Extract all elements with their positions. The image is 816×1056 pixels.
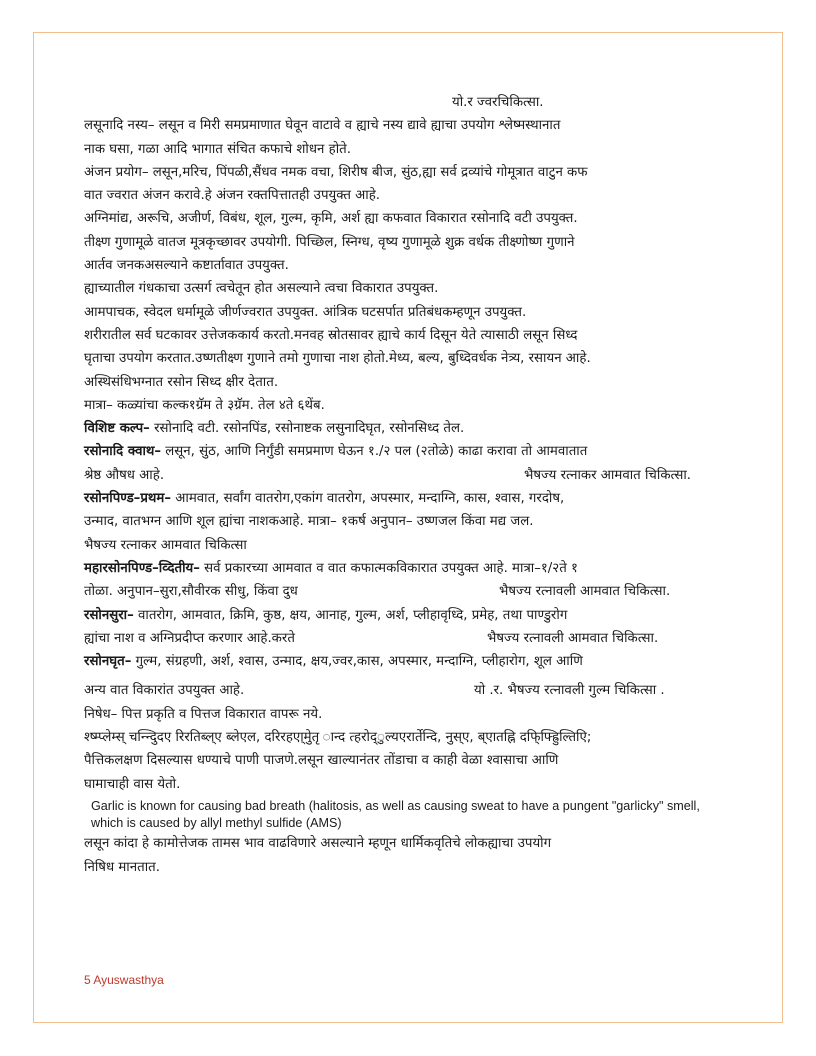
reference: भैषज्य रत्नाकर आमवात चिकित्सा. [524, 467, 691, 483]
text-line: घामाचाही वास येतो. [84, 776, 181, 792]
text-line-with-reference: ह्यांचा नाश व अग्निप्रदीप्त करणार आहे.करते भैषज्य रत्नावली आमवात चिकित्सा. [84, 630, 659, 646]
text-line: आमपाचक, स्वेदल धर्मामूळे जीर्णज्वरात उपयुक्त. आंत्रिक घटसर्पात प्रतिबंधकम्हणून उपयुक्त. [84, 304, 527, 320]
english-note: Garlic is known for causing bad breath (halitosis, as well as causing sweat to have a pungent "garlicky" smell, which is caused by allyl methyl sulfide (AMS) [91, 799, 700, 830]
text-line: तीक्ष्ण गुणामूळे वातज मूत्रकृच्छावर उपयोगी. पिच्छिल, स्निग्ध, वृष्य गुणामूळे शुक्र वर्धक तीक्ष्णोष्ण गुणाने [84, 234, 575, 250]
paragraph-rasonadi-kvath: रसोनादि क्वाथ– लसून, सुंठ, आणि निर्गुंडी समप्रमाण घेऊन १./२ पल (२तोळे) काढा करावा तो आमवातात [84, 444, 588, 460]
document-body [84, 92, 724, 880]
paragraph-rasonghrit: रसोनघृत– गुल्म, संग्रहणी, अर्श, श्वास, उन्माद, क्षय,ज्वर,कास, अपस्मार, मन्दाग्नि, प्लीहारोग, शूल आणि [84, 654, 583, 670]
page-heading: यो.र ज्वरचिकित्सा. [452, 95, 544, 110]
paragraph-lasunadi-nasya: लसूनादि नस्य– लसून व मिरी समप्रमाणात घेवून वाटावे व ह्याचे नस्य द्यावे ह्याचा उपयोग श्लेष्मस्थानात [84, 118, 561, 134]
text-line: घृताचा उपयोग करतात.उष्णतीक्ष्ण गुणाने तमो गुणाचा नाश होतो.मेध्य, बल्य, बुध्दिवर्धक नेत्र्य, रसायन आहे. [84, 351, 591, 367]
text-line: अग्निमांद्य, अरूचि, अजीर्ण, विबंध, शूल, गुल्म, कृमि, अर्श ह्या कफवात विकारात रसोनादि वटी उपयुक्त. [84, 211, 578, 227]
text-line-with-reference: श्रेष्ठ औषध आहे. भैषज्य रत्नाकर आमवात चिकित्सा. [84, 467, 691, 483]
paragraph-anjan-prayog: अंजन प्रयोग– लसून,मरिच, पिंपळी,सैंधव नमक वचा, शिरीष बीज, सुंठ,ह्या सर्व द्रव्यांचे गोमूत्रात वाटुन कफ [84, 164, 588, 180]
text-line: शरीरातील सर्व घटकावर उत्तेजककार्य करतो.मनवह स्रोतसावर ह्याचे कार्य दिसून येते त्यासाठी लसून सिध्द [84, 327, 578, 343]
paragraph-rasonpind-pratham: रसोनपिण्ड–प्रथम– आमवात, सर्वांग वातरोग,एकांग वातरोग, अपस्मार, मन्दाग्नि, कास, श्वास, गरदोष, [84, 491, 565, 507]
text-line: उन्माद, वातभग्न आणि शूल ह्यांचा नाशकआहे. मात्रा– १कर्ष अनुपान– उष्णजल किंवा मद्य जल. [84, 514, 534, 530]
text-line: आर्तव जनकअसल्याने कष्टार्तावात उपयुक्त. [84, 258, 289, 274]
text-line: वात ज्वरात अंजन करावे.हे अंजन रक्तपित्तातही उपयुक्त आहे. [84, 188, 381, 204]
reference: यो .र. भैषज्य रत्नावली गुल्म चिकित्सा . [474, 683, 665, 699]
text-line-with-reference: अन्य वात विकारांत उपयुक्त आहे. यो .र. भैषज्य रत्नावली गुल्म चिकित्सा . [84, 683, 665, 699]
garbled-text-line: श्ष्म्प्लेम्स् चन्न्दिुदए रिरतिब्ल्ए ब्लेएल, दरिरहएा्मुेतृ ान्द त्हरोद्ुल्यएरार्तेन्दि, नुस्ए, ब्एातह्नि दफि्फ्ह्रिुल्तिएि; [84, 730, 592, 746]
reference: भैषज्य रत्नावली आमवात चिकित्सा. [487, 630, 659, 646]
contraindication-line: निषेध– पित्त प्रकृति व पित्तज विकारात वापरू नये. [84, 706, 323, 722]
text-line: पैत्तिकलक्षण दिसल्यास धण्याचे पाणी पाजणे.लसून खाल्यानंतर तोंडाचा व काही वेळा श्वासाचा आणि [84, 753, 559, 769]
page-footer: 5 Ayuswasthya [84, 973, 164, 987]
reference: भैषज्य रत्नाकर आमवात चिकित्सा [84, 537, 247, 553]
paragraph-maharasonpind: महारसोनपिण्ड–व्दितीय– सर्व प्रकारच्या आमवात व वात कफात्मकविकारात उपयुक्त आहे. मात्रा–१/२ते १ [84, 560, 578, 576]
text-line: नाक घसा, गळा आदि भागात संचित कफाचे शोधन होते. [84, 141, 351, 157]
text-line: लसून कांदा हे कामोत्तेजक तामस भाव वाढविणारे असल्याने म्हणून धार्मिकवृतिचे लोकह्याचा उपयोग [84, 836, 552, 852]
dosage-line: मात्रा– कळ्यांचा कल्क१ग्रॅम ते ३ग्रॅम. तेल ४ते ६थेंब. [84, 397, 325, 413]
text-line-with-reference: तोळा. अनुपान–सुरा,सौवीरक सीधु, किंवा दुध भैषज्य रत्नावली आमवात चिकित्सा. [84, 584, 671, 600]
paragraph-rasonsura: रसोनसुरा– वातरोग, आमवात, क्रिमि, कुष्ठ, क्षय, आनाह, गुल्म, अर्श, प्लीहावृध्दि, प्रमेह, तथा पाण्डुरोग [84, 607, 568, 623]
text-line: निषिध मानतात. [84, 859, 160, 875]
text-line: अस्थिसंधिभग्नात रसोन सिध्द क्षीर देतात. [84, 374, 279, 390]
paragraph-vishisht-kalp: विशिष्ट कल्प– रसोनादि वटी. रसोनपिंड, रसोनाष्टक लसुनादिघृत, रसोनसिध्द तेल. [84, 421, 465, 437]
reference: भैषज्य रत्नावली आमवात चिकित्सा. [499, 584, 671, 600]
text-line: ह्याच्यातील गंधकाचा उत्सर्ग त्वचेतून होत असल्याने त्वचा विकारात उपयुक्त. [84, 281, 439, 297]
